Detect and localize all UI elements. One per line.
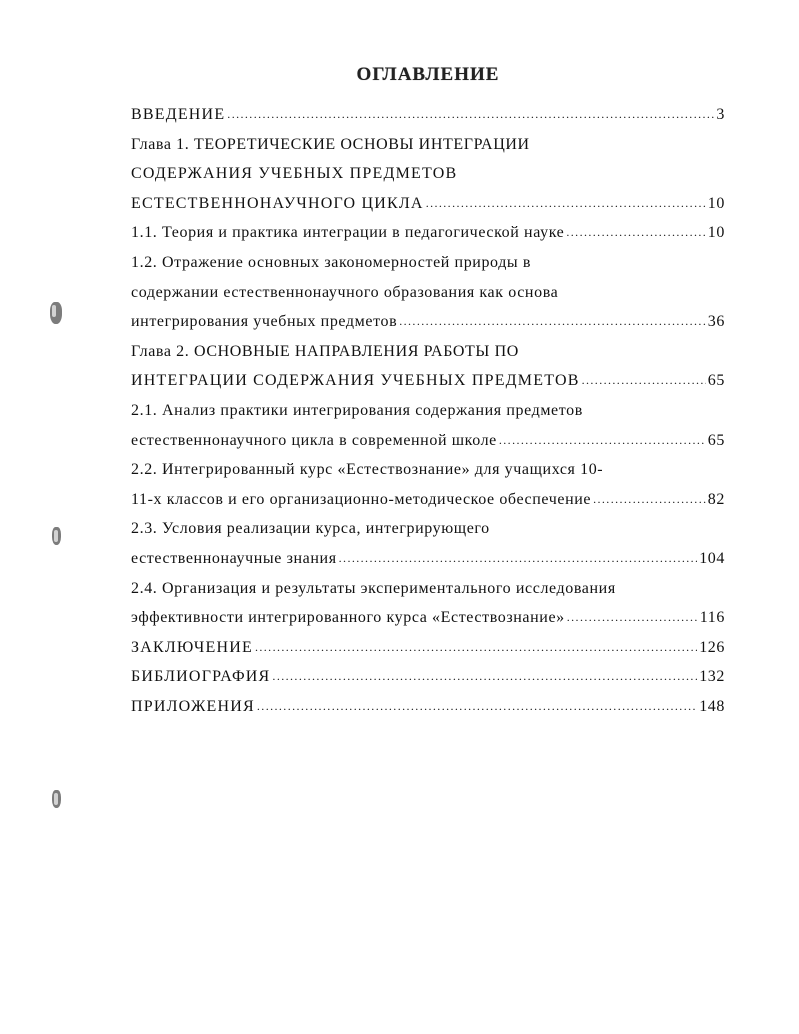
dot-leader xyxy=(272,661,697,692)
toc-entry-chapter-1 xyxy=(131,130,725,160)
toc-entry-chapter-2-end xyxy=(131,366,725,396)
binding-hole-mark xyxy=(52,527,61,545)
binding-hole-mark xyxy=(50,302,62,324)
toc-entry-bibliography xyxy=(131,662,725,692)
toc-entry-2-3-end xyxy=(131,544,725,574)
dot-leader xyxy=(499,425,706,456)
toc-page-number: 65 xyxy=(707,431,725,449)
toc-page-number: 126 xyxy=(699,638,725,656)
toc-entry-chapter-1-end xyxy=(131,189,725,219)
dot-leader xyxy=(567,602,698,633)
toc-page-number: 148 xyxy=(699,697,725,715)
dot-leader xyxy=(339,543,698,574)
toc-entry-text: ЗАКЛЮЧЕНИЕ xyxy=(131,638,253,656)
toc-page-number: 116 xyxy=(699,609,725,627)
dot-leader xyxy=(257,691,697,722)
toc-entry-text: содержании естественнонаучного образования как основа xyxy=(131,283,559,301)
toc-page-number: 132 xyxy=(699,668,725,686)
toc-entry-text: эффективности интегрированного курса «Естествознание» xyxy=(131,609,565,627)
toc-entry-text: 2.2. Интегрированный курс «Естествознание» для учащихся 10- xyxy=(131,461,604,479)
toc-page-number: 10 xyxy=(707,224,725,242)
toc-entry-1-2-end xyxy=(131,307,725,337)
toc-entry-text: БИБЛИОГРАФИЯ xyxy=(131,668,271,686)
toc-entry-text: 1.2. Отражение основных закономерностей природы в xyxy=(131,253,532,271)
toc-entry-introduction xyxy=(131,100,725,130)
toc-entry-2-3 xyxy=(131,514,725,544)
toc-entry-text: 11-х классов и его организационно-методическое обеспечение xyxy=(131,490,592,508)
toc-entry-text: 2.4. Организация и результаты экспериментального исследования xyxy=(131,579,616,597)
toc-entry-conclusion xyxy=(131,633,725,663)
toc-entry-text: Глава 1. ТЕОРЕТИЧЕСКИЕ ОСНОВЫ ИНТЕГРАЦИИ xyxy=(131,135,530,153)
dot-leader xyxy=(426,188,706,219)
toc-entry-chapter-2 xyxy=(131,337,725,367)
toc-page-number: 10 xyxy=(707,194,725,212)
dot-leader xyxy=(593,484,706,515)
toc-entry-2-2-end xyxy=(131,485,725,515)
toc-page-number: 65 xyxy=(707,372,725,390)
toc-page-number: 3 xyxy=(716,106,725,123)
toc-entry-text: естественнонаучного цикла в современной школе xyxy=(131,431,497,449)
toc-entry-text: ЕСТЕСТВЕННОНАУЧНОГО ЦИКЛА xyxy=(131,194,424,212)
toc-entry-2-4-end xyxy=(131,603,725,633)
toc-entry-text: интегрирования учебных предметов xyxy=(131,313,398,331)
toc-entry-text: 2.3. Условия реализации курса, интегрирующего xyxy=(131,520,490,538)
dot-leader xyxy=(255,632,697,663)
page-title: ОГЛАВЛЕНИЕ xyxy=(356,64,500,85)
toc-entry-1-1 xyxy=(131,218,725,248)
toc-entry-text: 2.1. Анализ практики интегрирования содержания предметов xyxy=(131,401,583,419)
toc-page-number: 104 xyxy=(699,549,725,567)
toc-entry-appendices xyxy=(131,692,725,722)
toc-entry-2-4 xyxy=(131,574,725,604)
toc-entry-text: 1.1. Теория и практика интеграции в педагогической науке xyxy=(131,224,565,242)
toc-entry-2-2 xyxy=(131,455,725,485)
toc-entry-text: естественнонаучные знания xyxy=(131,549,337,567)
toc-entry-2-1 xyxy=(131,396,725,426)
dot-leader xyxy=(227,99,714,130)
table-of-contents xyxy=(131,100,725,721)
toc-entry-text: ПРИЛОЖЕНИЯ xyxy=(131,697,255,715)
toc-page-number: 36 xyxy=(707,313,725,331)
toc-entry-text: СОДЕРЖАНИЯ УЧЕБНЫХ ПРЕДМЕТОВ xyxy=(131,165,458,183)
dot-leader xyxy=(566,217,705,248)
toc-entry-chapter-1-cont xyxy=(131,159,725,189)
toc-entry-text: ИНТЕГРАЦИИ СОДЕРЖАНИЯ УЧЕБНЫХ ПРЕДМЕТОВ xyxy=(131,372,580,390)
toc-entry-text: Глава 2. ОСНОВНЫЕ НАПРАВЛЕНИЯ РАБОТЫ ПО xyxy=(131,342,519,360)
toc-page-number: 82 xyxy=(707,490,725,508)
toc-entry-1-2-cont xyxy=(131,278,725,308)
dot-leader xyxy=(399,306,706,337)
binding-hole-mark xyxy=(52,790,61,808)
dot-leader xyxy=(582,365,706,396)
toc-entry-1-2 xyxy=(131,248,725,278)
toc-entry-2-1-end xyxy=(131,426,725,456)
toc-entry-text: ВВЕДЕНИЕ xyxy=(131,106,226,123)
